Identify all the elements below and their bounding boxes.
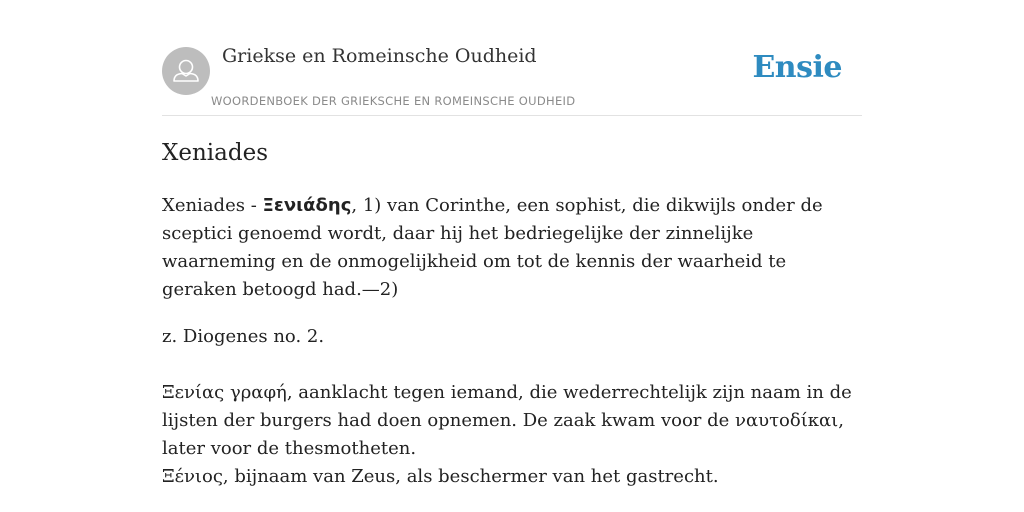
entry-title: Xeniades (162, 140, 269, 166)
site-subtitle: WOORDENBOEK DER GRIEKSCHE EN ROMEINSCHE OUDHEID (211, 94, 576, 108)
site-title[interactable]: Griekse en Romeinsche Oudheid (222, 45, 537, 67)
definition-paragraph (162, 192, 862, 304)
paragraph-xenias: Ξενίας γραφή, aanklacht tegen iemand, die wederrechtelijk zijn naam in de lijsten der burgers had doen opnemen. De zaak kwam voor de ναυτοδίκαι, later voor de thesmotheten. (162, 382, 852, 459)
definition-text: , 1) van Corinthe, een sophist, die dikwijls onder de sceptici genoemd wordt, daar hij het bedriegelijke der zinnelijke waarneming en de onmogelijkheid om tot de kennis der waarheid te geraken betoogd had.—2) (162, 195, 823, 300)
entry-content (162, 192, 862, 491)
header (162, 0, 862, 116)
user-icon[interactable] (162, 47, 210, 95)
brand-logo[interactable]: Ensie (752, 50, 842, 85)
greek-headword: Ξενιάδης (262, 195, 352, 216)
headword: Xeniades (162, 195, 245, 216)
reference-paragraph: z. Diogenes no. 2. (162, 326, 325, 347)
headword-separator: - (244, 195, 263, 216)
paragraph-xenios: Ξένιος, bijnaam van Zeus, als beschermer van het gastrecht. (162, 466, 719, 487)
page-container (162, 0, 862, 487)
